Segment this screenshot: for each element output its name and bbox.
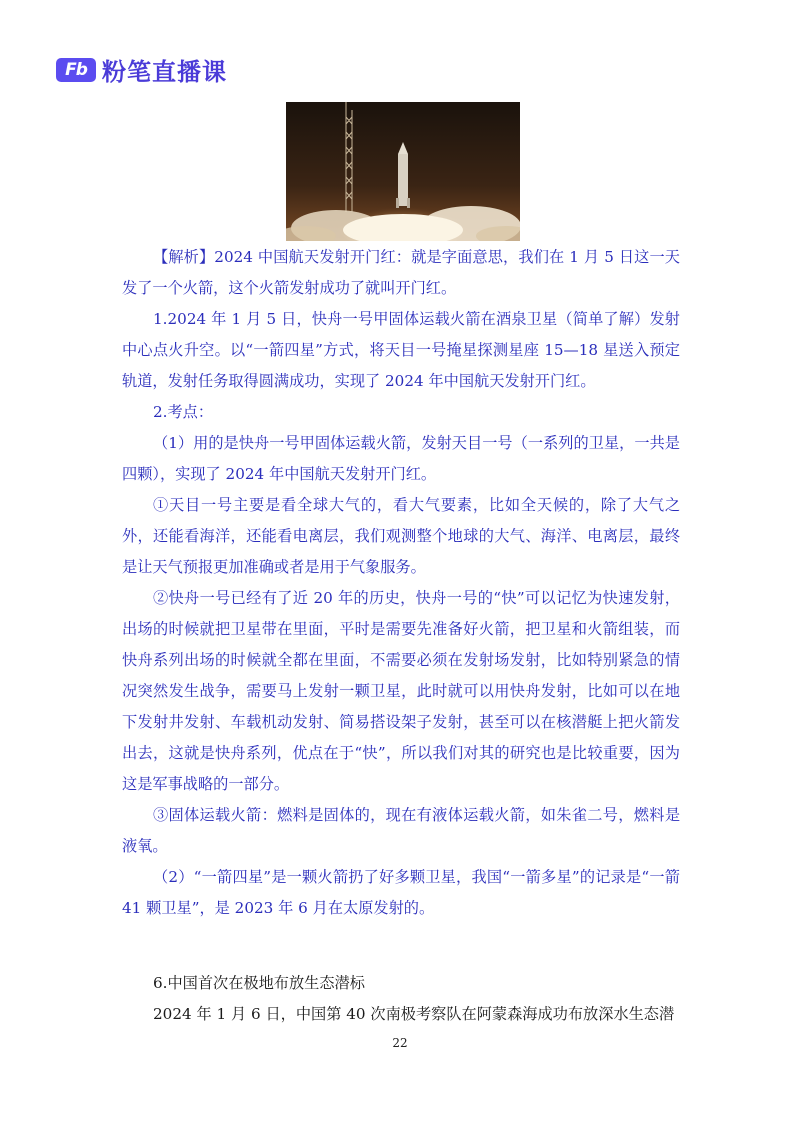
paragraph: 1.2024 年 1 月 5 日，快舟一号甲固体运载火箭在酒泉卫星（简单了解）发射中心点火升空。以“一箭四星”方式，将天目一号掩星探测星座 15—18 星送入预定轨道，发射任务取得圆满成功，实现了 2024 年中国航天发射开门红。 <box>122 310 680 390</box>
section-heading: 6.中国首次在极地布放生态潜标 <box>153 974 365 992</box>
brand-name: 粉笔直播课 <box>102 58 227 86</box>
section-text: 2024 年 1 月 6 日，中国第 40 次南极考察队在阿蒙森海成功布放深水生态潜 <box>153 1005 675 1023</box>
logo-mark-icon: Fb <box>56 58 96 82</box>
rocket-launch-photo <box>286 102 520 241</box>
next-section <box>122 968 680 1030</box>
brand-logo <box>56 52 227 87</box>
paragraph: 【解析】2024 中国航天发射开门红：就是字面意思，我们在 1 月 5 日这一天发了一个火箭，这个火箭发射成功了就叫开门红。 <box>122 248 680 297</box>
paragraph: ②快舟一号已经有了近 20 年的历史，快舟一号的“快”可以记忆为快速发射，出场的时候就把卫星带在里面，平时是需要先准备好火箭，把卫星和火箭组装，而快舟系列出场的时候就全都在里面，不需要必须在发射场发射，比如特别紧急的情况突然发生战争，需要马上发射一颗卫星，此时就可以用快舟发射，比如可以在地下发射井发射、车载机动发射、简易搭设架子发射，甚至可以在核潜艇上把火箭发出去，这就是快舟系列，优点在于“快”，所以我们对其的研究也是比较重要，因为这是军事战略的一部分。 <box>122 589 680 793</box>
paragraph: 2.考点： <box>153 403 214 421</box>
paragraph: ③固体运载火箭：燃料是固体的，现在有液体运载火箭，如朱雀二号，燃料是液氧。 <box>122 806 680 855</box>
paragraph: ①天目一号主要是看全球大气的，看大气要素，比如全天候的，除了大气之外，还能看海洋，还能看电离层，我们观测整个地球的大气、海洋、电离层，最终是让天气预报更加准确或者是用于气象服务。 <box>122 496 680 576</box>
page-number: 22 <box>392 1036 408 1050</box>
rocket-launch-image <box>286 102 520 241</box>
analysis-text <box>122 242 680 924</box>
paragraph: （1）用的是快舟一号甲固体运载火箭，发射天目一号（一系列的卫星，一共是四颗），实现了 2024 年中国航天发射开门红。 <box>122 434 680 483</box>
paragraph: （2）“一箭四星”是一颗火箭扔了好多颗卫星，我国“一箭多星”的记录是“一箭 41 颗卫星”，是 2023 年 6 月在太原发射的。 <box>122 868 680 917</box>
